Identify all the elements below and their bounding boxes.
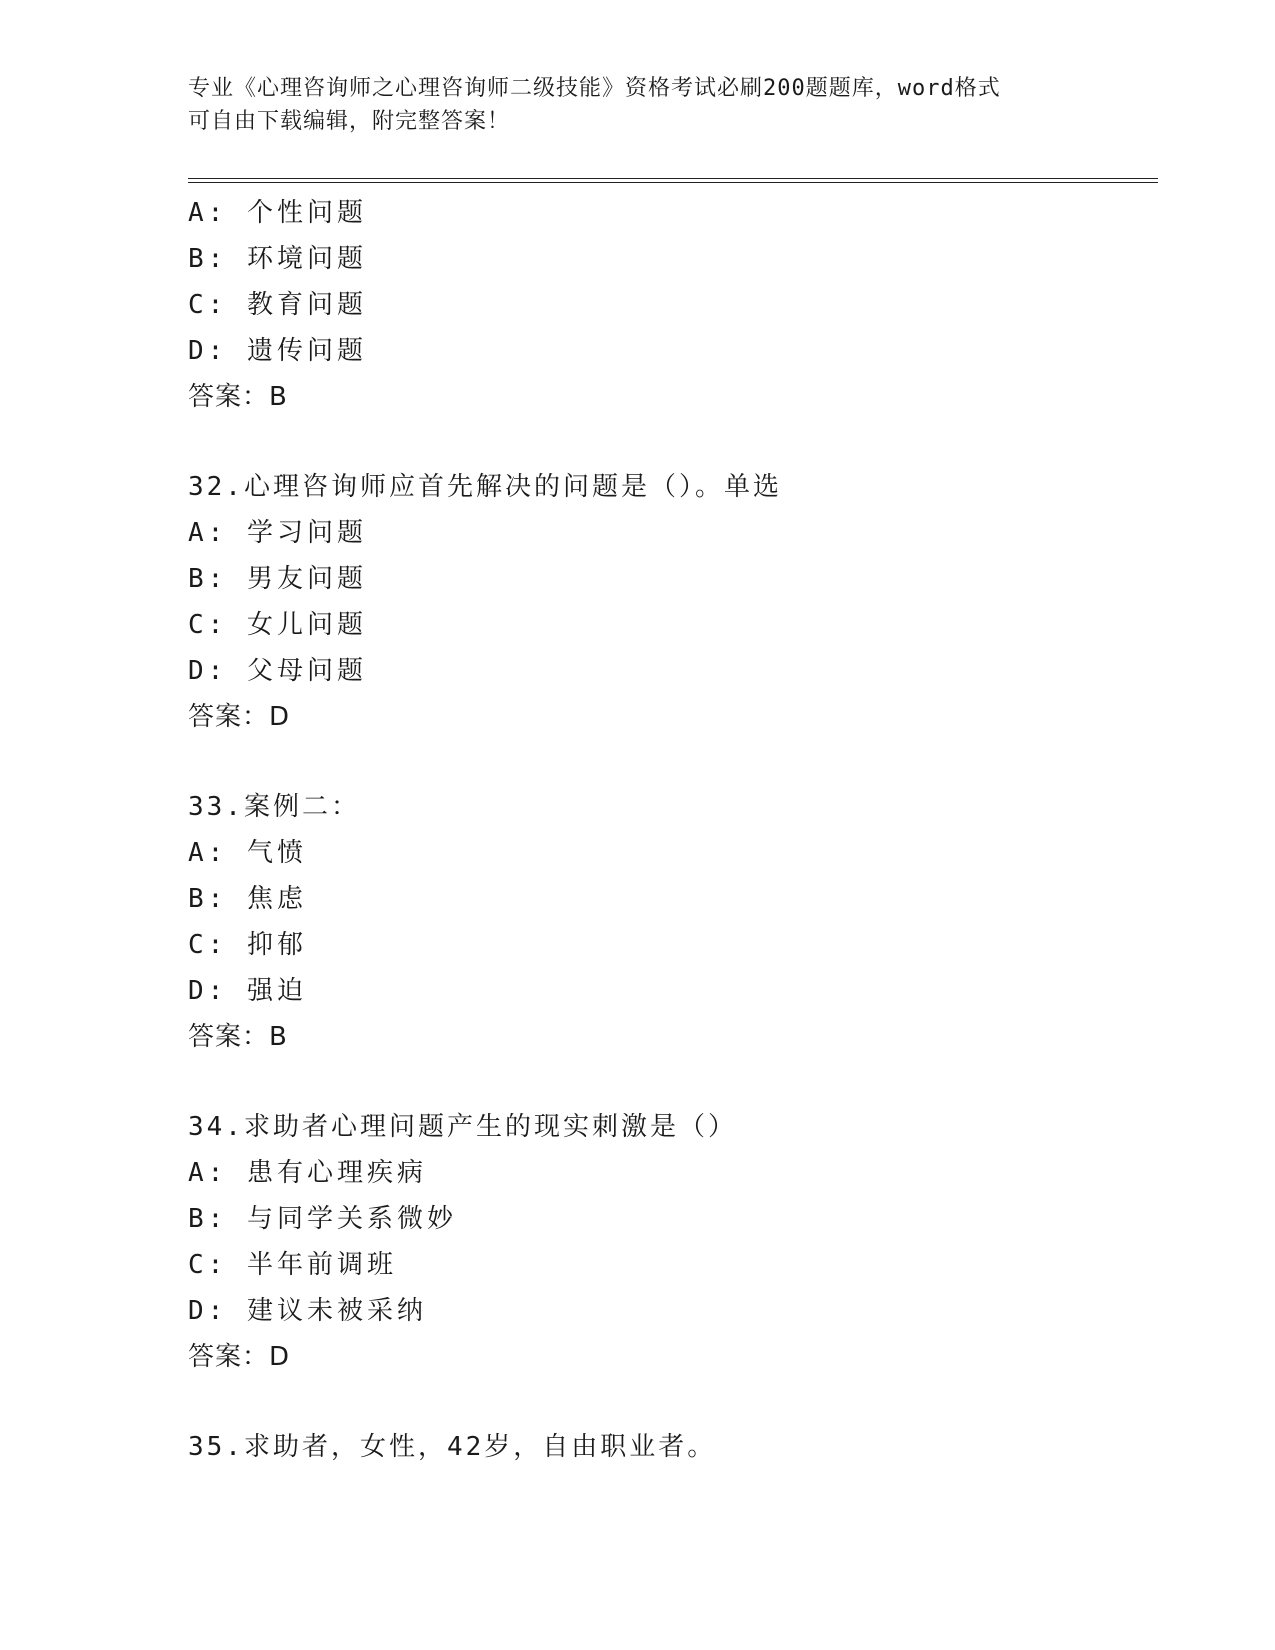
question-34 bbox=[188, 1104, 1168, 1380]
answer-line: 答案：D bbox=[188, 702, 291, 732]
answer-line: 答案：B bbox=[188, 382, 288, 412]
option-d: D: 父母问题 bbox=[188, 656, 367, 686]
spacer bbox=[188, 420, 1168, 464]
question-title: 32.心理咨询师应首先解决的问题是（）。单选 bbox=[188, 472, 782, 502]
spacer bbox=[188, 1380, 1168, 1424]
question-continued bbox=[188, 190, 1168, 420]
answer-line: 答案：B bbox=[188, 1022, 288, 1052]
option-b: B: 焦虑 bbox=[188, 884, 307, 914]
option-a: A: 学习问题 bbox=[188, 518, 367, 548]
question-title: 33.案例二： bbox=[188, 792, 360, 822]
option-b: B: 男友问题 bbox=[188, 564, 367, 594]
option-c: C: 半年前调班 bbox=[188, 1250, 397, 1280]
option-c: C: 抑郁 bbox=[188, 930, 307, 960]
option-d: D: 建议未被采纳 bbox=[188, 1296, 427, 1326]
document-header bbox=[188, 72, 1068, 138]
option-d: D: 强迫 bbox=[188, 976, 307, 1006]
question-list bbox=[188, 190, 1168, 1470]
header-line-1: 专业《心理咨询师之心理咨询师二级技能》资格考试必刷200题题库，word格式 bbox=[188, 76, 1001, 101]
option-d: D: 遗传问题 bbox=[188, 336, 367, 366]
spacer bbox=[188, 740, 1168, 784]
option-b: B: 环境问题 bbox=[188, 244, 367, 274]
header-double-rule bbox=[188, 178, 1158, 183]
option-c: C: 教育问题 bbox=[188, 290, 367, 320]
option-a: A: 气愤 bbox=[188, 838, 307, 868]
header-line-2: 可自由下载编辑，附完整答案！ bbox=[188, 109, 511, 134]
question-33 bbox=[188, 784, 1168, 1060]
question-35 bbox=[188, 1424, 1168, 1470]
option-a: A: 患有心理疾病 bbox=[188, 1158, 427, 1188]
question-title: 35.求助者，女性，42岁，自由职业者。 bbox=[188, 1432, 717, 1462]
option-b: B: 与同学关系微妙 bbox=[188, 1204, 457, 1234]
answer-line: 答案：D bbox=[188, 1342, 291, 1372]
question-title: 34.求助者心理问题产生的现实刺激是（） bbox=[188, 1112, 737, 1142]
spacer bbox=[188, 1060, 1168, 1104]
option-c: C: 女儿问题 bbox=[188, 610, 367, 640]
option-a: A: 个性问题 bbox=[188, 198, 367, 228]
question-32 bbox=[188, 464, 1168, 740]
